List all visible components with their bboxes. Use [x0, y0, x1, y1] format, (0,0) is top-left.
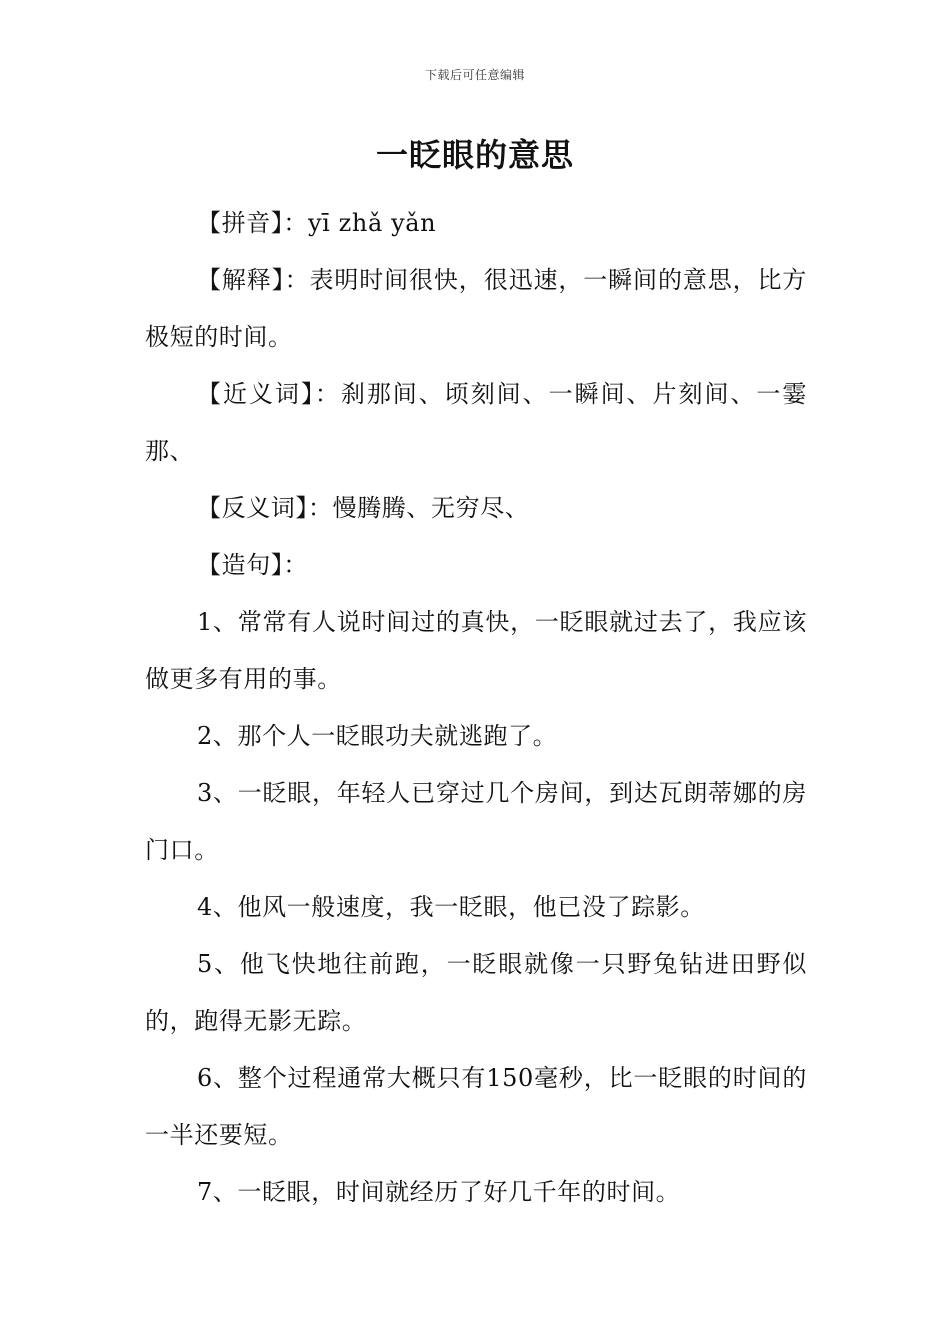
explanation-paragraph: 【解释】：表明时间很快，很迅速，一瞬间的意思，比方极短的时间。 — [145, 266, 807, 351]
header-note: 下载后可任意编辑 — [424, 68, 525, 82]
example-sentence-5: 5、他飞快地往前跑，一眨眼就像一只野兔钻进田野似的，跑得无影无踪。 — [145, 950, 807, 1035]
document-body — [145, 195, 807, 1221]
example-sentence-1: 1、常常有人说时间过的真快，一眨眼就过去了，我应该做更多有用的事。 — [145, 608, 807, 693]
example-sentence-6: 6、整个过程通常大概只有150毫秒，比一眨眼的时间的一半还要短。 — [145, 1064, 807, 1149]
example-sentence-4: 4、他风一般速度，我一眨眼，他已没了踪影。 — [197, 893, 705, 921]
example-sentence-7: 7、一眨眼，时间就经历了好几千年的时间。 — [197, 1178, 681, 1206]
examples-heading: 【造句】： — [197, 551, 308, 579]
antonyms-paragraph: 【反义词】：慢腾腾、无穷尽、 — [197, 494, 530, 522]
pinyin-line: 【拼音】：yī zhǎ yǎn — [197, 209, 437, 237]
example-sentence-2: 2、那个人一眨眼功夫就逃跑了。 — [197, 722, 558, 750]
example-sentence-3: 3、一眨眼，年轻人已穿过几个房间，到达瓦朗蒂娜的房门口。 — [145, 779, 807, 864]
synonyms-paragraph: 【近义词】：刹那间、顷刻间、一瞬间、片刻间、一霎那、 — [145, 380, 807, 465]
page-title: 一眨眼的意思 — [375, 136, 574, 174]
